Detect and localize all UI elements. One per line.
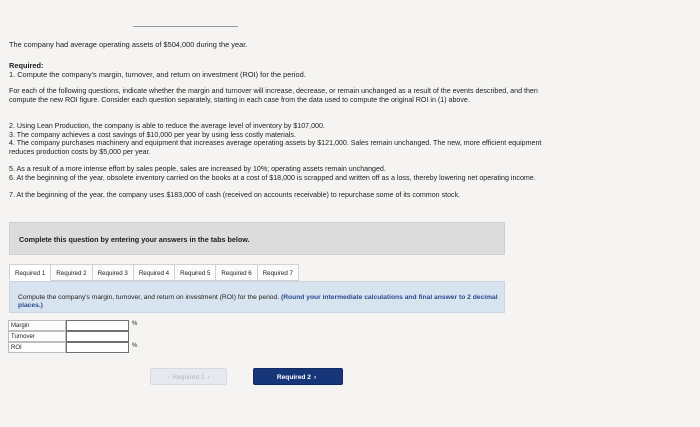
panel-text: [18, 294, 498, 310]
instructions-text: For each of the following questions, indicate whether the margin and turnover will increase, decrease, or remain unchanged as a result of the events described, and then compute the new ROI figure. Consider each question separately, starting in each case from the data used to compute the original ROI in (1) above.: [9, 87, 538, 104]
instruction-banner: [9, 222, 505, 255]
chevron-left-icon: ‹: [167, 374, 170, 381]
percent-unit: %: [132, 321, 138, 327]
prev-button-label: Required 1: [172, 374, 205, 381]
tab-required-7[interactable]: Required 7: [257, 264, 299, 281]
tab-required-1[interactable]: Required 1: [9, 264, 51, 281]
panel-hint: (Round your intermediate calculations and final answer to 2 decimal places.): [18, 294, 498, 309]
row-label: Margin: [8, 320, 66, 331]
tab-required-6[interactable]: Required 6: [215, 264, 257, 281]
question-item: 2. Using Lean Production, the company is able to reduce the average level of inventory by $107,000.: [9, 122, 325, 130]
chevron-right-icon: ›: [313, 374, 317, 381]
row-label: Turnover: [8, 331, 66, 342]
tab-required-3[interactable]: Required 3: [92, 264, 134, 281]
answer-row-turnover: [8, 331, 138, 342]
prev-button[interactable]: [150, 368, 227, 385]
question-item: 6. At the beginning of the year, obsolete inventory carried on the books at a cost of $18,000 is scrapped and written off as a loss, thereby lowering net operating income.: [9, 173, 536, 182]
top-divider: [133, 26, 238, 27]
intro-text: The company had average operating assets of $504,000 during the year.: [9, 40, 248, 49]
answer-row-roi: [8, 342, 138, 353]
question-panel: [9, 281, 505, 313]
required-1-text: 1. Compute the company's margin, turnover, and return on investment (ROI) for the period.: [9, 70, 306, 79]
answer-grid: [8, 320, 138, 353]
answer-row-margin: [8, 320, 138, 331]
required-heading: Required:: [9, 61, 44, 70]
percent-unit: %: [132, 343, 138, 349]
chevron-right-icon: ›: [207, 374, 210, 381]
question-item: 3. The company achieves a cost savings of $10,000 per year by using less costly materials.: [9, 130, 296, 139]
banner-text: Complete this question by entering your answers in the tabs below.: [19, 235, 250, 244]
next-button[interactable]: [253, 368, 343, 385]
panel-question: Compute the company's margin, turnover, and return on investment (ROI) for the period.: [18, 294, 280, 301]
turnover-input[interactable]: [66, 331, 129, 342]
tab-bar: [9, 264, 395, 281]
row-label: ROI: [8, 342, 66, 353]
question-item: 5. As a result of a more intense effort by sales people, sales are increased by 10%; operating assets remain unchanged.: [9, 165, 386, 173]
roi-input[interactable]: [66, 342, 129, 353]
question-item: 7. At the beginning of the year, the company uses $183,000 of cash (received on accounts receivable) to repurchase some of its common stock.: [9, 190, 461, 199]
tab-required-5[interactable]: Required 5: [174, 264, 216, 281]
next-button-label: Required 2: [276, 374, 311, 381]
tab-required-2[interactable]: Required 2: [50, 264, 92, 281]
question-item: 4. The company purchases machinery and equipment that increases average operating assets by $121,000. Sales remain unchanged. The new, more efficient equipment reduces production costs by $5,000 per year.: [9, 139, 542, 156]
tab-required-4[interactable]: Required 4: [133, 264, 175, 281]
margin-input[interactable]: [66, 320, 129, 331]
